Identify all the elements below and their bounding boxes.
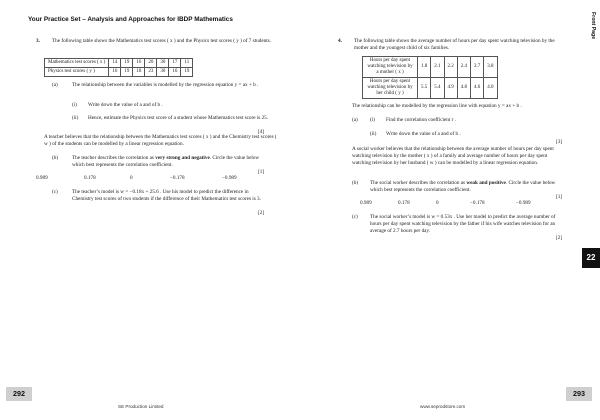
table-cell: 4.9 — [444, 78, 457, 99]
q4-b-label: (b) — [352, 180, 359, 186]
table-cell: 2.4 — [457, 57, 470, 78]
table-row — [363, 78, 498, 99]
table-cell: 16 — [133, 59, 145, 68]
q4-option-0[interactable]: 0.989 — [360, 200, 372, 206]
q4-b-text-part: The social worker describes the correlation as — [370, 180, 467, 186]
q3-context: A teacher believes that the relationship between the Mathematics test scores ( x ) and the Chemistry test scores ( w ) of the students can be modelled by a linear regression equation. — [44, 134, 277, 148]
table-cell: 4.8 — [457, 78, 470, 99]
front-page-label: Front Page — [590, 12, 596, 40]
q3-a-ii-label: (ii) — [72, 115, 79, 121]
q3-a-label: (a) — [52, 82, 58, 88]
q4-intro: The following table shows the average number of hours per day spent watching television by the mother and the youngest child of six families. — [354, 38, 555, 52]
q3-b-text-bold: very strong and negative — [155, 155, 210, 161]
q4-context: A social worker believes that the relationship between the average number of hours per day spent watching television by the mother ( x ) of a family and average number of hours per day spent watching television by her husband ( w ) can be modelled by a linear regression equation. — [352, 146, 554, 167]
left-page-number: 292 — [6, 387, 32, 401]
table-row — [45, 68, 193, 77]
table-row — [45, 59, 193, 68]
q3-c-marks: [2] — [258, 210, 265, 216]
page-header-title: Your Practice Set – Analysis and Approaches for IBDP Mathematics — [28, 16, 233, 23]
table-cell: 2.2 — [444, 57, 457, 78]
q3-option-4[interactable]: −0.989 — [222, 175, 237, 181]
q3-number: 3. — [36, 38, 40, 44]
table-cell: 20 — [145, 59, 157, 68]
q3-a-text: The relationship between the variables is modelled by the regression equation y = ax + b . — [72, 82, 259, 88]
table-cell: 16 — [169, 68, 181, 77]
q3-c-text: The teacher’s model is w = −0.18x + 25.6 . Use his model to predict the difference in Chemistry test scores of two students if the difference of their Mathematics test scores is 3. — [72, 189, 261, 203]
chapter-tab: 22 — [582, 248, 600, 268]
q3-c-label: (c) — [52, 189, 58, 195]
table-cell: 30 — [157, 59, 169, 68]
q4-a-ii-label: (ii) — [370, 131, 377, 137]
q3-intro: The following table shows the Mathematics test scores ( x ) and the Physics test scores ( y ) of 7 students. — [52, 38, 271, 44]
q4-option-2[interactable]: 0 — [436, 200, 439, 206]
table-cell: 5.5 — [418, 78, 431, 99]
table-cell: 19 — [121, 59, 133, 68]
website-url: www.seprodstore.com — [420, 404, 466, 409]
q4-a-marks: [3] — [556, 139, 563, 145]
q4-c-text: The social worker’s model is w = 0.53x . Use her model to predict the average number of hours per day spent watching television by the father if his wife watches television for an average of 2.7 hours per day. — [370, 214, 556, 235]
q3-b-marks: [1] — [258, 169, 265, 175]
q3-option-1[interactable]: 0.178 — [84, 175, 96, 181]
table-cell: 14 — [109, 59, 121, 68]
table-cell: 1.8 — [418, 57, 431, 78]
right-page-number: 293 — [566, 387, 592, 401]
table-cell: 16 — [109, 68, 121, 77]
table-cell: 4.0 — [484, 78, 497, 99]
q3-option-3[interactable]: −0.178 — [170, 175, 185, 181]
table-cell: 19 — [121, 68, 133, 77]
q4-number: 4. — [338, 38, 342, 44]
table-cell: 11 — [181, 59, 193, 68]
q3-data-table — [44, 58, 193, 77]
q4-option-3[interactable]: −0.178 — [470, 200, 485, 206]
q4-b-text — [370, 180, 566, 194]
q4-a-label: (a) — [352, 117, 358, 123]
q4-data-table — [362, 56, 498, 99]
q3-b-text — [72, 155, 272, 169]
table-cell: 17 — [169, 59, 181, 68]
q4-row1-label: Hours per day spent watching television by a mother ( x ) — [363, 57, 418, 78]
q3-b-text-part: The teacher describes the correlation as — [72, 155, 156, 161]
q4-row2-label: Hours per day spent watching television by her child ( y ) — [363, 78, 418, 99]
q3-row2-label: Physics test scores ( y ) — [45, 68, 109, 77]
q3-a-ii-text: Hence, estimate the Physics test score of a student whose Mathematics test score is 25. — [88, 115, 269, 121]
q3-a-i-label: (i) — [72, 102, 77, 108]
q4-c-marks: [2] — [556, 235, 563, 241]
table-cell: 2.1 — [431, 57, 444, 78]
q4-option-1[interactable]: 0.178 — [398, 200, 410, 206]
q3-option-0[interactable]: 0.989 — [36, 175, 48, 181]
q4-b-text-bold: weak and positive — [466, 180, 506, 186]
q4-model-text: The relationship can be modelled by the regression line with equation y = ax + b . — [352, 103, 522, 109]
table-cell: 23 — [145, 68, 157, 77]
table-cell: 30 — [157, 68, 169, 77]
table-cell: 19 — [181, 68, 193, 77]
q4-b-text-part: . Circle the value below which best represents the correlation coefficient. — [370, 180, 556, 194]
table-cell: 5.4 — [431, 78, 444, 99]
q4-a-i-label: (i) — [370, 117, 375, 123]
q4-a-i-text: Find the correlation coefficient r . — [386, 117, 456, 123]
q3-row1-label: Mathematics test scores ( x ) — [45, 59, 109, 68]
q4-a-ii-text: Write down the value of a and of b . — [386, 131, 461, 137]
q4-b-marks: [1] — [556, 194, 563, 200]
table-cell: 2.7 — [471, 57, 484, 78]
q3-a-marks: [4] — [258, 129, 265, 135]
table-cell: 4.6 — [471, 78, 484, 99]
q4-c-label: (c) — [352, 214, 358, 220]
q4-option-4[interactable]: −0.989 — [516, 200, 531, 206]
table-row — [363, 57, 498, 78]
q3-b-text-part: . Circle the value below which best represents the correlation coefficient. — [72, 155, 260, 169]
q3-a-i-text: Write down the value of a and of b . — [88, 102, 163, 108]
table-cell: 18 — [133, 68, 145, 77]
q3-option-2[interactable]: 0 — [130, 175, 133, 181]
publisher-name: SE Production Limited — [118, 404, 164, 409]
q3-b-label: (b) — [52, 155, 59, 161]
table-cell: 3.8 — [484, 57, 497, 78]
